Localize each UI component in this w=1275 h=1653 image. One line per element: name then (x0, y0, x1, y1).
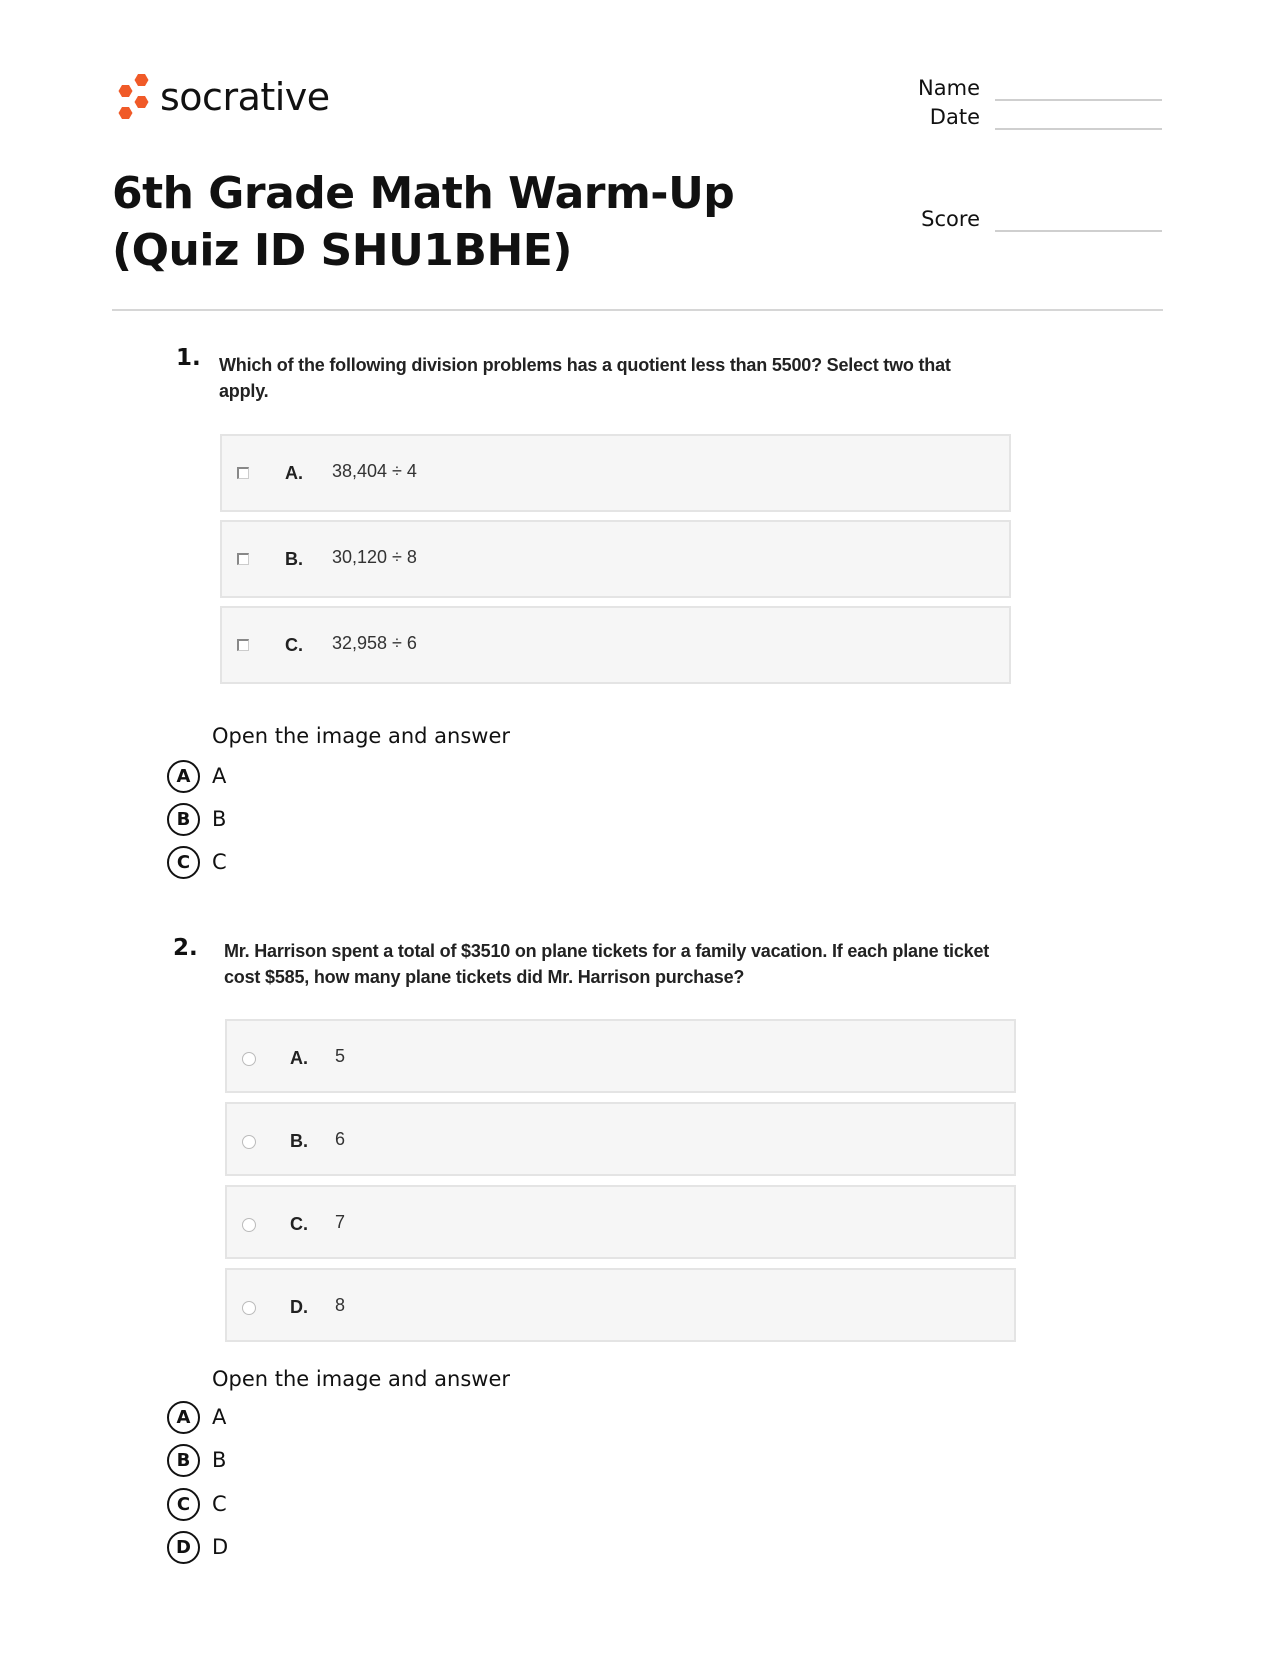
answer-bubble[interactable]: C (167, 1488, 200, 1521)
answer-prompt: Open the image and answer (212, 1367, 511, 1391)
choice-option[interactable] (220, 606, 1011, 684)
answer-bubble[interactable]: A (167, 1401, 200, 1434)
choice-value: 38,404 ÷ 4 (332, 461, 417, 481)
question-number: 2. (173, 935, 198, 961)
answer-option-d[interactable] (167, 1531, 228, 1563)
answer-option-a[interactable] (167, 1401, 226, 1433)
answer-bubble[interactable]: A (167, 760, 200, 793)
choice-letter: C. (285, 635, 303, 655)
answer-prompt: Open the image and answer (212, 724, 511, 748)
score-field[interactable] (880, 207, 1164, 235)
choice-option[interactable] (220, 520, 1011, 598)
date-label: Date (929, 105, 980, 129)
answer-label: C (212, 1492, 227, 1516)
score-line[interactable] (995, 230, 1162, 232)
choice-letter: C. (290, 1214, 308, 1234)
answer-option-b[interactable] (167, 803, 226, 835)
name-line[interactable] (995, 99, 1162, 101)
answer-bubble[interactable]: C (167, 846, 200, 879)
answer-label: C (212, 850, 227, 874)
answer-option-c[interactable] (167, 1488, 227, 1520)
question-text: Which of the following division problems has a quotient less than 5500? Select two that apply. (219, 355, 951, 401)
radio-icon[interactable] (242, 1135, 256, 1149)
choice-value: 5 (335, 1046, 346, 1066)
choice-option[interactable] (225, 1019, 1016, 1093)
checkbox-icon[interactable] (237, 467, 249, 479)
choice-letter: A. (285, 463, 303, 483)
choice-letter: A. (290, 1048, 308, 1068)
choice-value: 32,958 ÷ 6 (332, 633, 417, 653)
score-label: Score (921, 207, 980, 231)
choice-option[interactable] (225, 1102, 1016, 1176)
date-line[interactable] (995, 128, 1162, 130)
answer-option-c[interactable] (167, 846, 227, 878)
choice-letter: D. (290, 1297, 308, 1317)
choice-value: 6 (335, 1129, 346, 1149)
name-field[interactable] (880, 76, 1164, 104)
answer-option-b[interactable] (167, 1444, 226, 1476)
hexagon-cluster-icon (112, 72, 154, 122)
choice-letter: B. (285, 549, 303, 569)
radio-icon[interactable] (242, 1301, 256, 1315)
answer-bubble[interactable]: B (167, 803, 200, 836)
date-field[interactable] (880, 105, 1164, 133)
answer-label: D (212, 1535, 229, 1559)
choice-option[interactable] (225, 1185, 1016, 1259)
answer-bubble[interactable]: D (167, 1531, 200, 1564)
brand-name: socrative (160, 75, 330, 119)
question-text: Mr. Harrison spent a total of $3510 on plane tickets for a family vacation. If each plane ticket cost $585, how many plane tickets did Mr. Harrison purchase? (224, 941, 990, 987)
question-number: 1. (176, 345, 201, 371)
radio-icon[interactable] (242, 1218, 256, 1232)
header-divider (112, 309, 1163, 311)
choice-value: 30,120 ÷ 8 (332, 547, 417, 567)
name-label: Name (918, 76, 980, 100)
answer-option-a[interactable] (167, 760, 226, 792)
choice-option[interactable] (220, 434, 1011, 512)
checkbox-icon[interactable] (237, 639, 249, 651)
answer-label: A (212, 1405, 227, 1429)
choice-value: 7 (335, 1212, 346, 1232)
answer-label: A (212, 764, 227, 788)
answer-label: B (212, 1448, 227, 1472)
checkbox-icon[interactable] (237, 553, 249, 565)
choice-letter: B. (290, 1131, 308, 1151)
answer-label: B (212, 807, 227, 831)
choice-option[interactable] (225, 1268, 1016, 1342)
socrative-logo (112, 72, 330, 122)
radio-icon[interactable] (242, 1052, 256, 1066)
answer-bubble[interactable]: B (167, 1444, 200, 1477)
page-title: 6th Grade Math Warm-Up (Quiz ID SHU1BHE) (112, 168, 735, 276)
choice-value: 8 (335, 1295, 346, 1315)
